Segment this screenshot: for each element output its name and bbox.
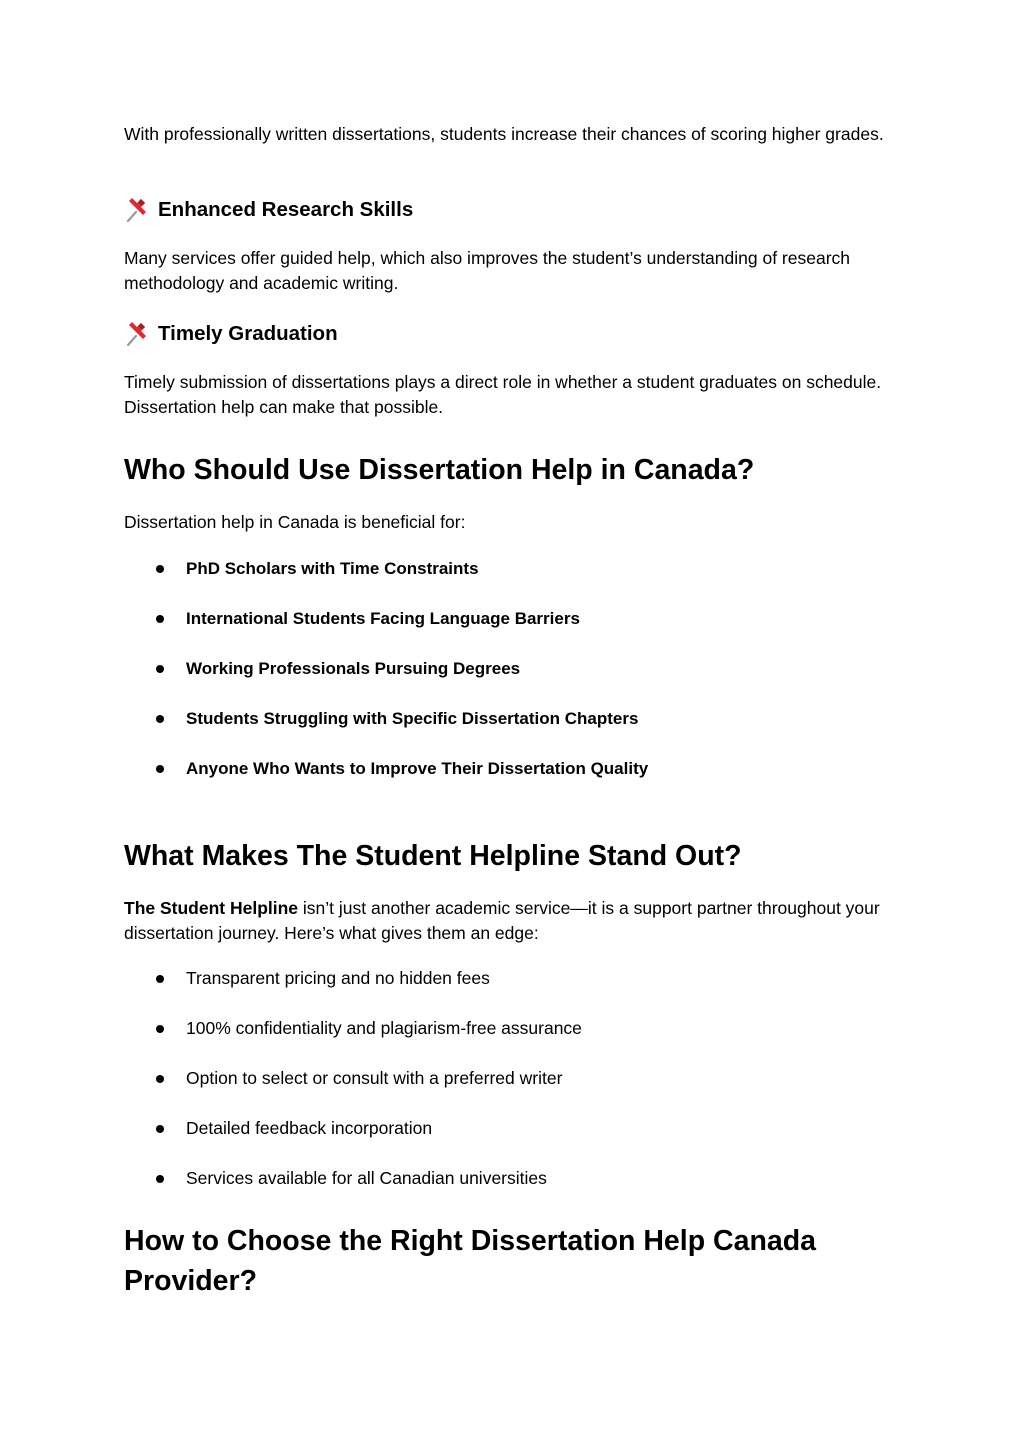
- choose-heading: How to Choose the Right Dissertation Help Canada Provider?: [124, 1225, 816, 1297]
- bullet-icon: [156, 1025, 164, 1033]
- bullet-icon: [156, 1125, 164, 1133]
- bullet-icon: [156, 1175, 164, 1183]
- section-heading-research: [124, 197, 413, 223]
- list-item: [124, 966, 904, 1016]
- list-item: [124, 1166, 904, 1216]
- list-item-text: Option to select or consult with a preferred writer: [186, 1068, 563, 1088]
- bullet-icon: [156, 715, 164, 723]
- section-heading-graduation: [124, 321, 338, 347]
- section-heading-label: Enhanced Research Skills: [158, 198, 414, 221]
- section-heading-label: Timely Graduation: [158, 322, 338, 345]
- standout-intro-text: isn’t just another academic service—it is a support partner throughout your dissertation journey. Here’s what gives them an edge:: [124, 898, 880, 943]
- list-item-text: Services available for all Canadian universities: [186, 1168, 547, 1188]
- list-item-text: International Students Facing Language Barriers: [186, 609, 580, 628]
- list-item: [124, 656, 904, 706]
- list-item-text: Detailed feedback incorporation: [186, 1118, 433, 1138]
- list-item-text: Transparent pricing and no hidden fees: [186, 968, 490, 988]
- list-item-text: Working Professionals Pursuing Degrees: [186, 659, 521, 678]
- standout-heading: What Makes The Student Helpline Stand Out?: [124, 840, 742, 872]
- who-list: [124, 556, 904, 806]
- bullet-icon: [156, 665, 164, 673]
- pushpin-icon: [124, 197, 152, 223]
- intro-paragraph: With professionally written dissertations, students increase their chances of scoring higher grades.: [124, 124, 884, 144]
- who-heading: Who Should Use Dissertation Help in Canada?: [124, 454, 755, 486]
- bullet-icon: [156, 975, 164, 983]
- list-item-text: Students Struggling with Specific Dissertation Chapters: [186, 709, 639, 728]
- section-body-research: Many services offer guided help, which also improves the student’s understanding of research methodology and academic writing.: [124, 248, 851, 293]
- list-item: [124, 1116, 904, 1166]
- list-item: [124, 1066, 904, 1116]
- list-item: [124, 606, 904, 656]
- list-item: [124, 756, 904, 806]
- bullet-icon: [156, 565, 164, 573]
- list-item: [124, 1016, 904, 1066]
- bullet-icon: [156, 765, 164, 773]
- list-item-text: PhD Scholars with Time Constraints: [186, 559, 479, 578]
- standout-list: [124, 966, 904, 1216]
- who-intro: Dissertation help in Canada is beneficial for:: [124, 512, 466, 532]
- bullet-icon: [156, 615, 164, 623]
- list-item-text: 100% confidentiality and plagiarism-free assurance: [186, 1018, 582, 1038]
- standout-intro: [124, 896, 904, 946]
- section-body-graduation: Timely submission of dissertations plays a direct role in whether a student graduates on schedule. Dissertation help can make that possible.: [124, 372, 882, 417]
- pushpin-icon: [124, 321, 152, 347]
- list-item: [124, 706, 904, 756]
- brand-name: The Student Helpline: [124, 898, 299, 918]
- list-item: [124, 556, 904, 606]
- list-item-text: Anyone Who Wants to Improve Their Dissertation Quality: [186, 759, 649, 778]
- bullet-icon: [156, 1075, 164, 1083]
